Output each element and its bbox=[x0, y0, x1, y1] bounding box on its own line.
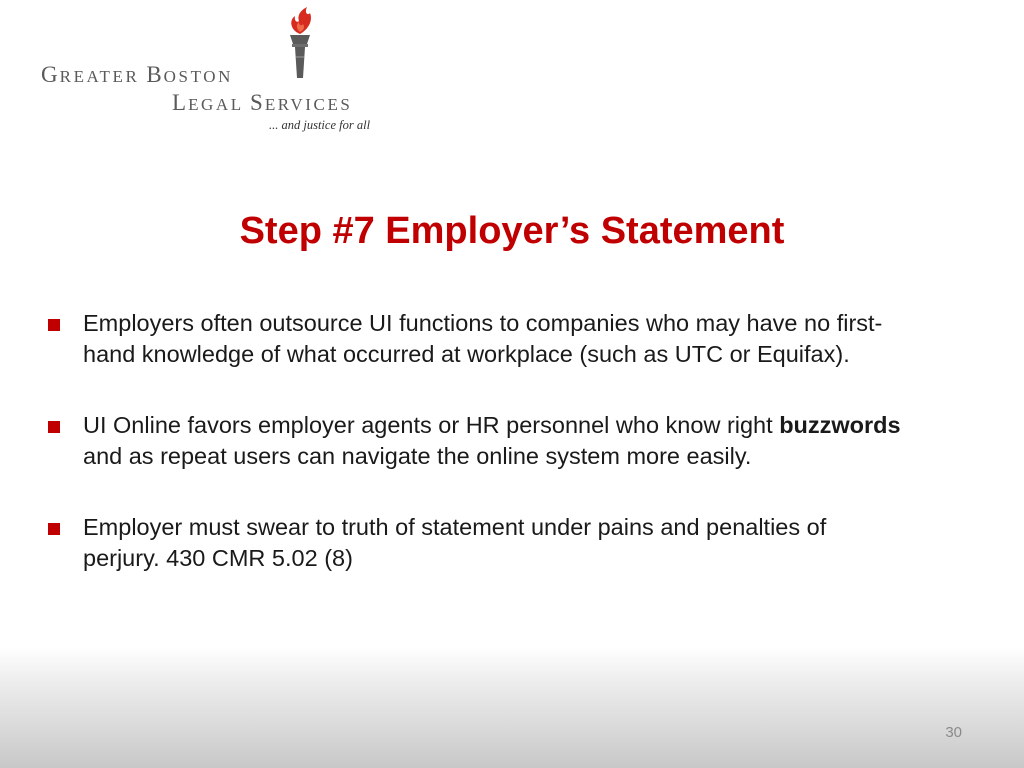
bullet-text: Employers often outsource UI functions to companies who may have no first- hand knowledge of what occurred at workplace (such as UTC or Equifax). bbox=[83, 310, 883, 367]
gbls-logo bbox=[40, 4, 400, 136]
square-bullet-icon bbox=[48, 421, 60, 433]
torch-icon bbox=[280, 4, 320, 84]
bullet-text: Employer must swear to truth of statement under pains and penalties of perjury. 430 CMR 5.02 (8) bbox=[83, 514, 827, 571]
bullet-list bbox=[48, 308, 988, 614]
page-number: 30 bbox=[945, 724, 962, 741]
bullet-item-outsource bbox=[48, 308, 988, 370]
logo-line-greater-boston: GREATER BOSTON bbox=[41, 62, 234, 87]
bullet-item-perjury bbox=[48, 512, 988, 574]
bullet-text: UI Online favors employer agents or HR personnel who know right buzzwords and as repeat users can navigate the online system more easily. bbox=[83, 412, 901, 469]
square-bullet-icon bbox=[48, 523, 60, 535]
bold-buzzwords: buzzwords bbox=[779, 412, 901, 438]
logo-tagline: ... and justice for all bbox=[269, 118, 371, 132]
square-bullet-icon bbox=[48, 319, 60, 331]
logo-line-legal-services: LEGAL SERVICES bbox=[172, 90, 353, 115]
slide-title: Step #7 Employer’s Statement bbox=[239, 210, 785, 252]
bullet-item-buzzwords bbox=[48, 410, 988, 472]
